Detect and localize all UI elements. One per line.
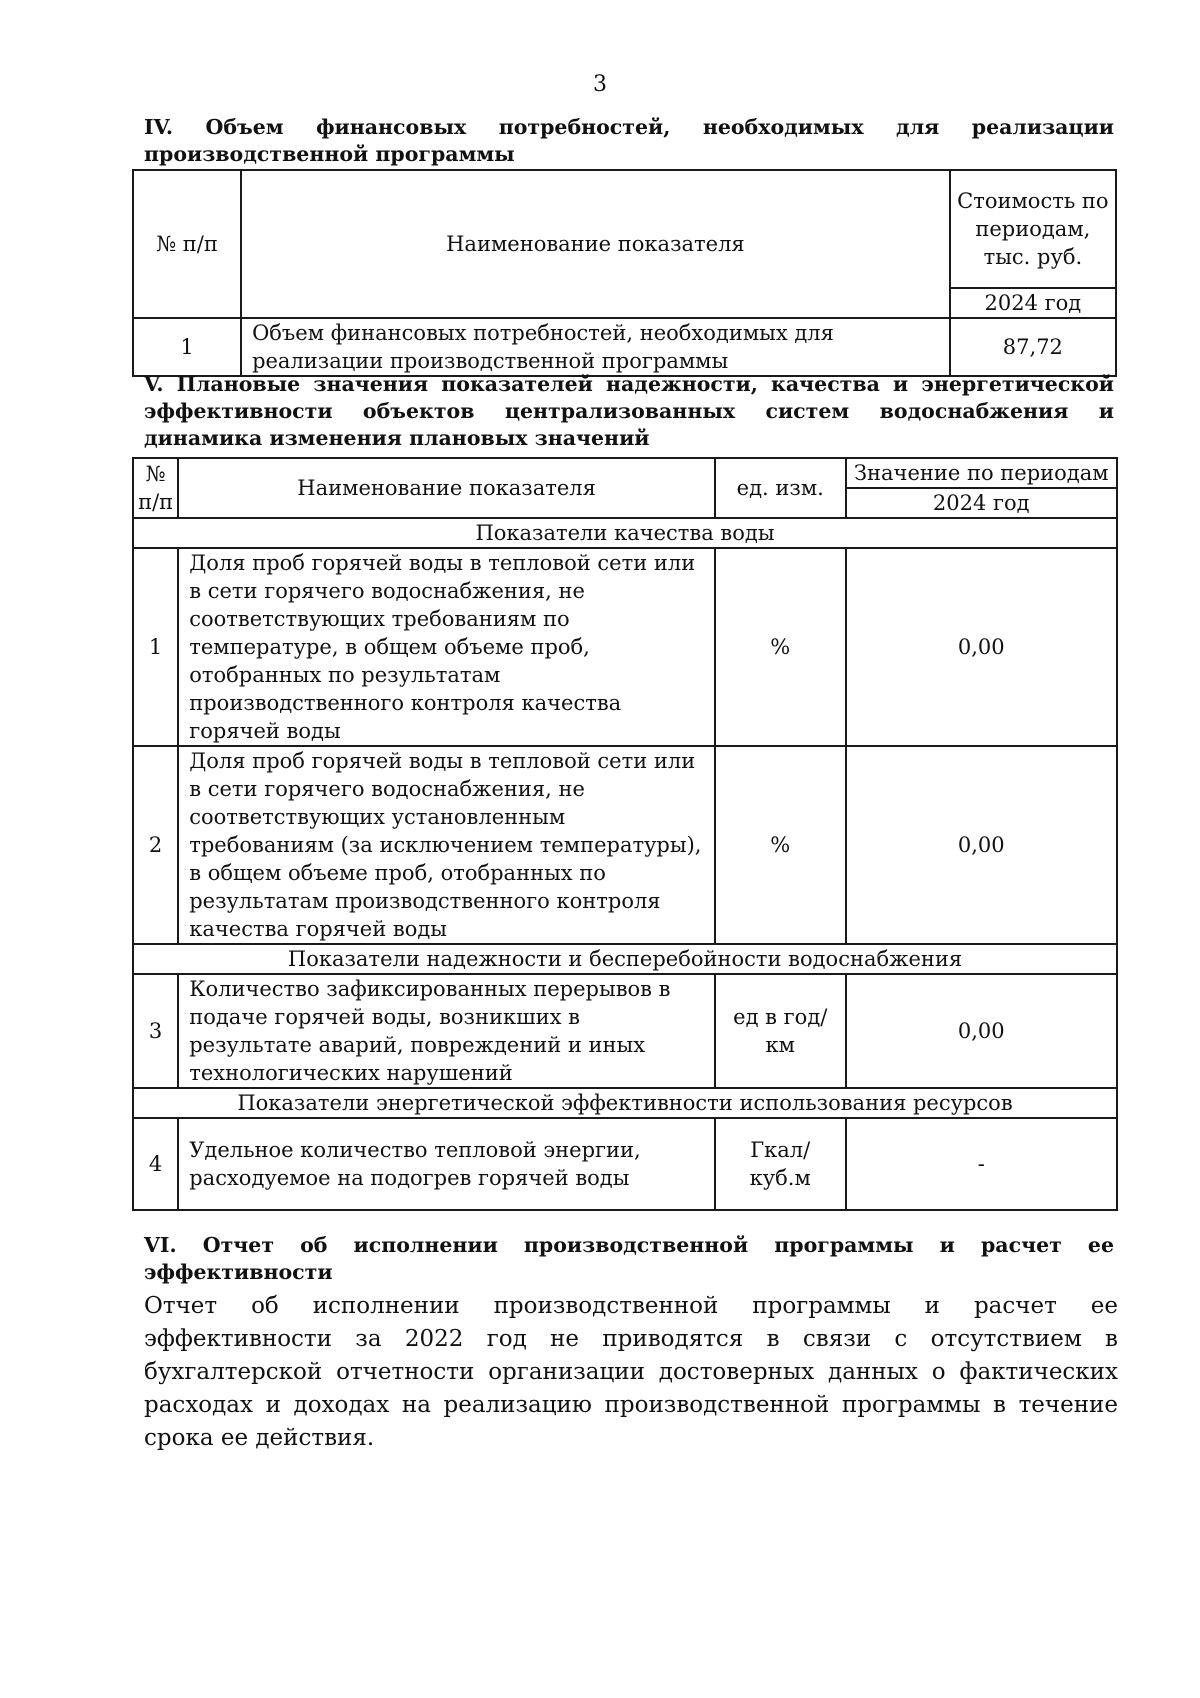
table5-header-name: Наименование показателя bbox=[178, 458, 715, 518]
row-unit: % bbox=[715, 746, 846, 944]
table5-group-row bbox=[133, 944, 1117, 974]
table-row bbox=[133, 974, 1117, 1088]
row-name: Доля проб горячей воды в тепловой сети или в сети горячего водоснабжения, не соответствующих установленным требованиям (за исключением температуры), в общем объеме проб, отобранных по результатам производственного контроля качества горячей воды bbox=[178, 746, 715, 944]
table4-header-cost: Стоимость по периодам, тыс. руб. bbox=[950, 170, 1116, 288]
table4-header-num: № п/п bbox=[133, 170, 241, 318]
row-value: 0,00 bbox=[846, 974, 1117, 1088]
row-num: 4 bbox=[133, 1118, 178, 1210]
table5-header-value: Значение по периодам bbox=[846, 458, 1117, 488]
table5-header-year: 2024 год bbox=[846, 488, 1117, 518]
section6-text: Отчет об исполнении производственной программы и расчет ее эффективности за 2022 год не приводятся в связи с отсутствием в бухгалтерской отчетности организации достоверных данных о фактических расходах и доходах на реализацию производственной программы в течение срока ее действия. bbox=[144, 1293, 1118, 1451]
table4-row-name: Объем финансовых потребностей, необходимых для реализации производственной программы bbox=[241, 318, 950, 376]
group-title: Показатели надежности и бесперебойности водоснабжения bbox=[133, 944, 1117, 974]
table5-group-row bbox=[133, 1088, 1117, 1118]
table-row bbox=[133, 318, 1116, 376]
row-value: 0,00 bbox=[846, 746, 1117, 944]
table4-row-num: 1 bbox=[133, 318, 241, 376]
row-num: 3 bbox=[133, 974, 178, 1088]
row-name: Доля проб горячей воды в тепловой сети или в сети горячего водоснабжения, не соответствующих требованиям по температуре, в общем объеме проб, отобранных по результатам производственного контроля качества горячей воды bbox=[178, 548, 715, 746]
row-name: Количество зафиксированных перерывов в подаче горячей воды, возникших в результате аварий, повреждений и иных технологических нарушений bbox=[178, 974, 715, 1088]
row-unit: Гкал/куб.м bbox=[715, 1118, 846, 1210]
table-row bbox=[133, 1118, 1117, 1210]
table4-header-year: 2024 год bbox=[950, 288, 1116, 318]
table-row bbox=[133, 746, 1117, 944]
group-title: Показатели энергетической эффективности использования ресурсов bbox=[133, 1088, 1117, 1118]
page-number: 3 bbox=[593, 72, 607, 97]
table4-header-name: Наименование показателя bbox=[241, 170, 950, 318]
row-unit: ед в год/ км bbox=[715, 974, 846, 1088]
row-num: 2 bbox=[133, 746, 178, 944]
table5-group-row bbox=[133, 518, 1117, 548]
row-value: 0,00 bbox=[846, 548, 1117, 746]
table4-row-value: 87,72 bbox=[950, 318, 1116, 376]
row-name: Удельное количество тепловой энергии, расходуемое на подогрев горячей воды bbox=[178, 1118, 715, 1210]
row-value: - bbox=[846, 1118, 1117, 1210]
table5-header-unit: ед. изм. bbox=[715, 458, 846, 518]
financial-needs-table bbox=[132, 169, 1117, 377]
section4-title: IV. Объем финансовых потребностей, необходимых для реализации производственной программы bbox=[144, 115, 1114, 166]
group-title: Показатели качества воды bbox=[133, 518, 1117, 548]
section6-title: VI. Отчет об исполнении производственной программы и расчет ее эффективности bbox=[144, 1233, 1114, 1284]
indicators-table bbox=[132, 457, 1118, 1211]
section5-title: V. Плановые значения показателей надежности, качества и энергетической эффективности объектов централизованных систем водоснабжения и динамика изменения плановых значений bbox=[144, 372, 1114, 450]
row-num: 1 bbox=[133, 548, 178, 746]
table5-header-num: № п/п bbox=[133, 458, 178, 518]
row-unit: % bbox=[715, 548, 846, 746]
table-row bbox=[133, 548, 1117, 746]
